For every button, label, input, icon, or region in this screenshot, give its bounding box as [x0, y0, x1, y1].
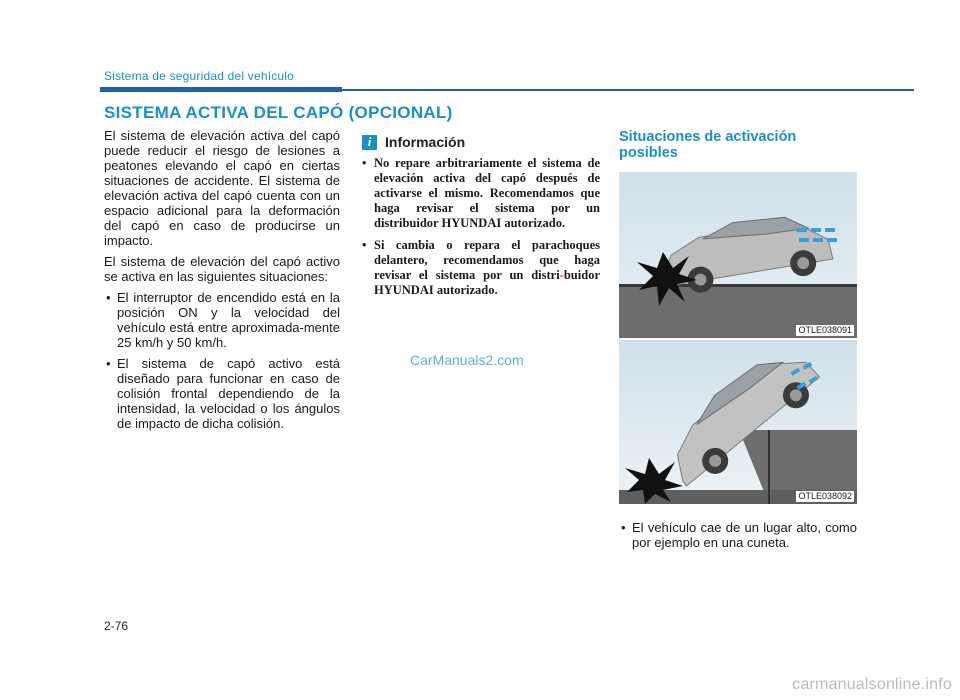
watermark-link[interactable]: CarManuals2.com — [410, 352, 524, 368]
info-list — [362, 156, 600, 298]
header-bar — [100, 87, 342, 92]
info-item: • No repare arbitrariamente el sistema de elevación activa del capó después de activarse el mismo. Recomendamos que haga revisar el sistema por un distribuidor HYUNDAI autorizado. — [362, 156, 600, 231]
info-header — [362, 134, 600, 150]
chapter-label: Sistema de seguridad del vehículo — [104, 69, 295, 83]
list-item: • El vehículo cae de un lugar alto, como por ejemplo en una cuneta. — [619, 520, 857, 550]
footer-watermark: carmanualsonline.info — [792, 676, 952, 693]
activation-paragraph: El sistema de elevación del capó activo se activa en las siguientes situaciones: — [104, 254, 340, 284]
figure-code: OTLE038092 — [798, 491, 852, 501]
figure-collision — [619, 172, 857, 338]
info-title: Información — [385, 134, 466, 150]
header-rule — [342, 89, 914, 91]
situations-list — [619, 520, 857, 550]
figure-drop — [619, 340, 857, 504]
list-item: • El sistema de capó activo está diseñado para funcionar en caso de colisión frontal dependiendo de la intensidad, la velocidad o los ángulos de impacto de dicha colisión. — [104, 356, 340, 431]
car-drop-illustration — [619, 340, 857, 504]
info-item — [362, 238, 600, 298]
list-item: • El interruptor de encendido está en la posición ON y la velocidad del vehículo está entre aproximada-mente 25 km/h y 50 km/h. — [104, 290, 340, 350]
info-box — [362, 134, 600, 305]
info-icon: i — [362, 135, 377, 150]
activation-list — [104, 290, 340, 431]
page-number: 2-76 — [104, 619, 129, 633]
info-item-text-a: Si cambia o repara el parachoques delantero, recomendamos que haga revisar el sistema por un distri — [374, 238, 600, 282]
car-collision-illustration — [619, 172, 857, 338]
intro-paragraph: El sistema de elevación activa del capó puede reducir el riesgo de lesiones a peatones elevando el capó en ciertas situaciones de accidente. El sistema de elevación activa del capó cuenta con un espacio adicional para la deformación del capó en caso de producirse un impacto. — [104, 128, 340, 248]
section-title: SISTEMA ACTIVA DEL CAPÓ (OPCIONAL) — [104, 103, 453, 122]
intro-column — [104, 128, 340, 437]
situations-column — [619, 520, 857, 556]
hyphen-mark: - — [559, 268, 564, 282]
info-item-text-b: buidor HYUNDAI autorizado. — [374, 268, 600, 297]
figure-code: OTLE038091 — [798, 325, 852, 335]
situations-title: Situaciones de activación posibles — [619, 129, 797, 161]
